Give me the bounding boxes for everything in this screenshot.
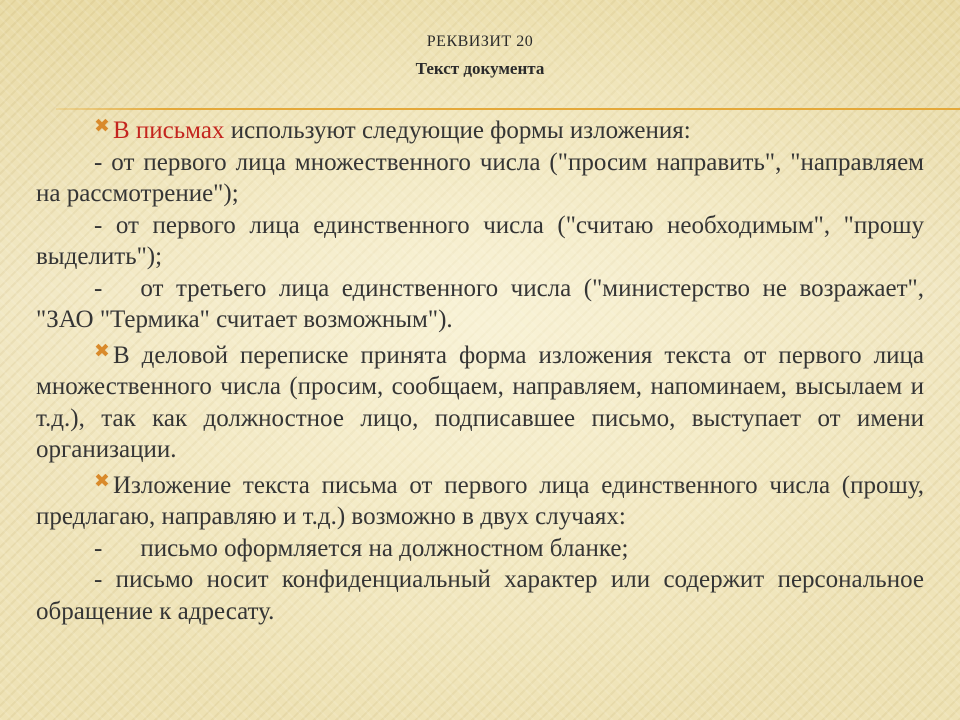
list-item <box>36 273 924 336</box>
paragraph-letters-forms <box>36 111 924 147</box>
slide-header <box>0 32 960 80</box>
list-item: - письмо носит конфиденциальный характер или содержит персональное обращение к адресату. <box>36 566 924 625</box>
list-item <box>36 533 924 565</box>
list-item-text: письмо оформляется на должностном бланке; <box>140 534 629 562</box>
header-divider <box>56 108 960 110</box>
paragraph-text: В деловой переписке принята форма изложения текста от первого лица множественного числа (просим, сообщаем, направляем, напоминаем, высылаем и т.д.), так как должностное лицо, подписавшее письмо, выступает от имени организации. <box>36 341 924 463</box>
x-mark-bullet-icon: ✖ <box>94 470 110 492</box>
list-dash: - <box>94 534 103 562</box>
list-item-text: от третьего лица единственного числа ("министерство не возражает", "ЗАО "Термика" считает возможным"). <box>36 274 924 333</box>
x-mark-bullet-icon: ✖ <box>94 340 110 362</box>
slide-body <box>36 111 924 627</box>
paragraph-business-correspondence <box>36 336 924 466</box>
list-item: - от первого лица множественного числа ("просим направить", "направляем на рассмотрение"); <box>36 148 924 207</box>
slide-subtitle: Текст документа <box>415 59 545 78</box>
paragraph-text: Изложение текста письма от первого лица единственного числа (прошу, предлагаю, направляю и т.д.) возможно в двух случаях: <box>36 471 924 530</box>
list-dash: - <box>94 274 103 302</box>
paragraph-first-person-singular <box>36 466 924 533</box>
list-item: - от первого лица единственного числа ("считаю необходимым", "прошу выделить"); <box>36 211 924 270</box>
paragraph-text: используют следующие формы изложения: <box>224 117 691 144</box>
highlighted-phrase: В письмах <box>113 117 225 144</box>
x-mark-bullet-icon: ✖ <box>94 116 110 137</box>
slide-title: РЕКВИЗИТ 20 <box>426 33 534 50</box>
